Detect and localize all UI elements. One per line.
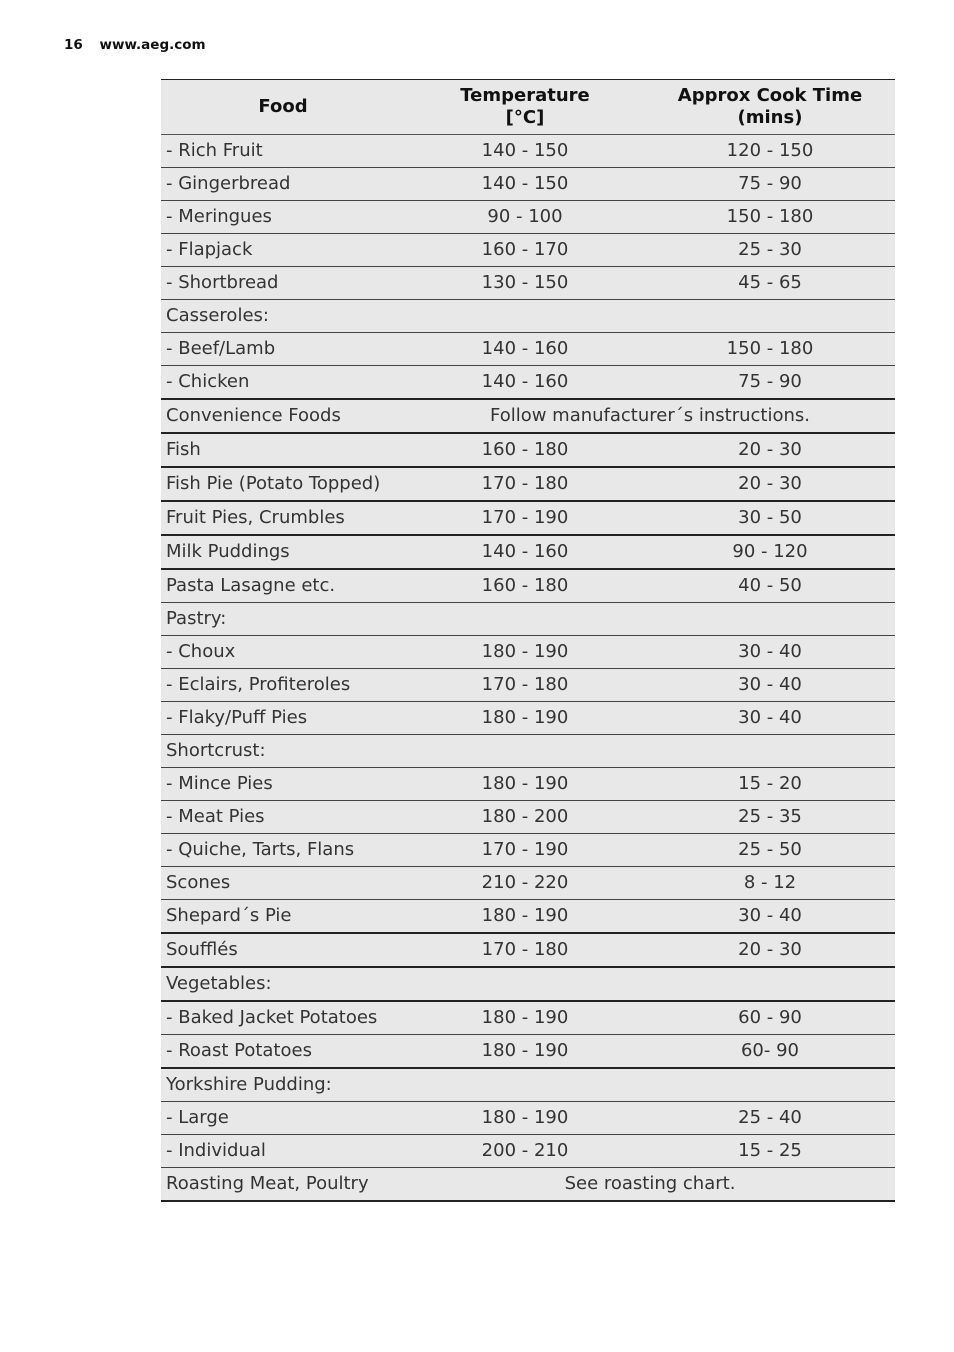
table-row [161,201,895,234]
cell-temperature: 180 - 200 [405,801,645,834]
table-row [161,636,895,669]
cell-food: Pastry: [161,603,405,636]
cell-cook-time: 150 - 180 [645,201,895,234]
cell-cook-time: 150 - 180 [645,333,895,366]
cell-temperature: 170 - 190 [405,501,645,535]
table-row [161,801,895,834]
cell-food: Casseroles: [161,300,405,333]
cell-food: - Meringues [161,201,405,234]
cell-cook-time: 30 - 50 [645,501,895,535]
cell-cook-time: 25 - 50 [645,834,895,867]
cell-cook-time: 20 - 30 [645,467,895,501]
cell-cook-time: 8 - 12 [645,867,895,900]
cell-cook-time: 60 - 90 [645,1001,895,1035]
cell-temperature: 130 - 150 [405,267,645,300]
cell-food: - Eclairs, Profiteroles [161,669,405,702]
table-row [161,300,895,333]
cell-temperature [405,300,645,333]
cell-food: Roasting Meat, Poultry [161,1168,405,1202]
cell-temperature: 140 - 160 [405,333,645,366]
cell-food: - Gingerbread [161,168,405,201]
cell-food: - Quiche, Tarts, Flans [161,834,405,867]
cell-food: - Chicken [161,366,405,400]
cell-temperature: 160 - 180 [405,569,645,603]
cell-note: See roasting chart. [405,1168,895,1202]
table-row [161,702,895,735]
cell-cook-time [645,967,895,1001]
cell-cook-time: 25 - 30 [645,234,895,267]
cell-temperature: 180 - 190 [405,1001,645,1035]
cell-temperature: 140 - 150 [405,168,645,201]
table-row [161,735,895,768]
cell-cook-time [645,1068,895,1102]
cell-cook-time: 25 - 40 [645,1102,895,1135]
table-row [161,1168,895,1202]
cell-temperature: 170 - 180 [405,933,645,967]
table-row [161,967,895,1001]
cell-temperature: 90 - 100 [405,201,645,234]
cell-temperature: 210 - 220 [405,867,645,900]
cell-food: - Shortbread [161,267,405,300]
table-row [161,669,895,702]
header-url: www.aeg.com [99,37,206,53]
cell-food: Scones [161,867,405,900]
cell-temperature: 160 - 180 [405,433,645,467]
table-row [161,768,895,801]
cell-food: Soufflés [161,933,405,967]
cell-cook-time: 120 - 150 [645,135,895,168]
table-header-row [161,80,895,135]
cell-cook-time: 30 - 40 [645,669,895,702]
cell-cook-time: 30 - 40 [645,636,895,669]
table-row [161,399,895,433]
cell-temperature: 170 - 180 [405,669,645,702]
cell-food: - Baked Jacket Potatoes [161,1001,405,1035]
cell-food: Fish [161,433,405,467]
cell-food: - Rich Fruit [161,135,405,168]
cell-cook-time: 40 - 50 [645,569,895,603]
cell-temperature [405,735,645,768]
table-row [161,168,895,201]
cell-temperature: 140 - 160 [405,535,645,569]
cell-food: - Meat Pies [161,801,405,834]
cell-food: - Flaky/Puff Pies [161,702,405,735]
table-row [161,135,895,168]
table-row [161,501,895,535]
cell-food: - Large [161,1102,405,1135]
cell-temperature: 170 - 180 [405,467,645,501]
table-row [161,366,895,400]
cell-cook-time: 75 - 90 [645,366,895,400]
cell-food: - Flapjack [161,234,405,267]
page-number: 16 [64,37,83,53]
column-header-food: Food [161,80,405,135]
cell-temperature: 140 - 160 [405,366,645,400]
cell-food: - Choux [161,636,405,669]
cell-cook-time: 45 - 65 [645,267,895,300]
cell-temperature: 180 - 190 [405,1035,645,1069]
cell-temperature: 180 - 190 [405,702,645,735]
cell-temperature: 170 - 190 [405,834,645,867]
table-body [161,135,895,1202]
table-row [161,1001,895,1035]
cell-temperature: 160 - 170 [405,234,645,267]
column-header-cook-time: Approx Cook Time (mins) [645,80,895,135]
cell-food: Shortcrust: [161,735,405,768]
cell-cook-time: 30 - 40 [645,900,895,934]
cell-cook-time [645,603,895,636]
cell-cook-time: 30 - 40 [645,702,895,735]
table-row [161,834,895,867]
column-header-temperature: Temperature [°C] [405,80,645,135]
cell-cook-time: 75 - 90 [645,168,895,201]
cell-food: Vegetables: [161,967,405,1001]
cell-cook-time: 20 - 30 [645,433,895,467]
cell-cook-time [645,735,895,768]
table-row [161,535,895,569]
cell-temperature: 200 - 210 [405,1135,645,1168]
cell-temperature: 140 - 150 [405,135,645,168]
cooking-table [161,79,895,1202]
table-row [161,603,895,636]
table-row [161,1102,895,1135]
cell-food: - Beef/Lamb [161,333,405,366]
table-row [161,933,895,967]
cell-temperature: 180 - 190 [405,768,645,801]
cell-temperature [405,967,645,1001]
cell-cook-time: 15 - 20 [645,768,895,801]
cell-temperature: 180 - 190 [405,1102,645,1135]
cell-cook-time: 90 - 120 [645,535,895,569]
cell-food: Pasta Lasagne etc. [161,569,405,603]
table-row [161,1035,895,1069]
cell-cook-time [645,300,895,333]
cell-food: - Individual [161,1135,405,1168]
table-row [161,467,895,501]
cell-temperature [405,603,645,636]
cell-food: Fish Pie (Potato Topped) [161,467,405,501]
table-row [161,1068,895,1102]
cell-note: Follow manufacturer´s instructions. [405,399,895,433]
cell-food: Convenience Foods [161,399,405,433]
cell-cook-time: 60- 90 [645,1035,895,1069]
cell-cook-time: 20 - 30 [645,933,895,967]
cell-food: - Mince Pies [161,768,405,801]
cell-temperature [405,1068,645,1102]
table-row [161,867,895,900]
cell-cook-time: 15 - 25 [645,1135,895,1168]
table-row [161,569,895,603]
cell-food: Fruit Pies, Crumbles [161,501,405,535]
table-row [161,234,895,267]
cell-food: Yorkshire Pudding: [161,1068,405,1102]
table-row [161,433,895,467]
cell-food: Milk Puddings [161,535,405,569]
cell-cook-time: 25 - 35 [645,801,895,834]
cell-temperature: 180 - 190 [405,636,645,669]
table-row [161,267,895,300]
table-row [161,1135,895,1168]
cell-food: - Roast Potatoes [161,1035,405,1069]
cell-food: Shepard´s Pie [161,900,405,934]
table-row [161,333,895,366]
cell-temperature: 180 - 190 [405,900,645,934]
page-header [64,37,206,53]
table-row [161,900,895,934]
